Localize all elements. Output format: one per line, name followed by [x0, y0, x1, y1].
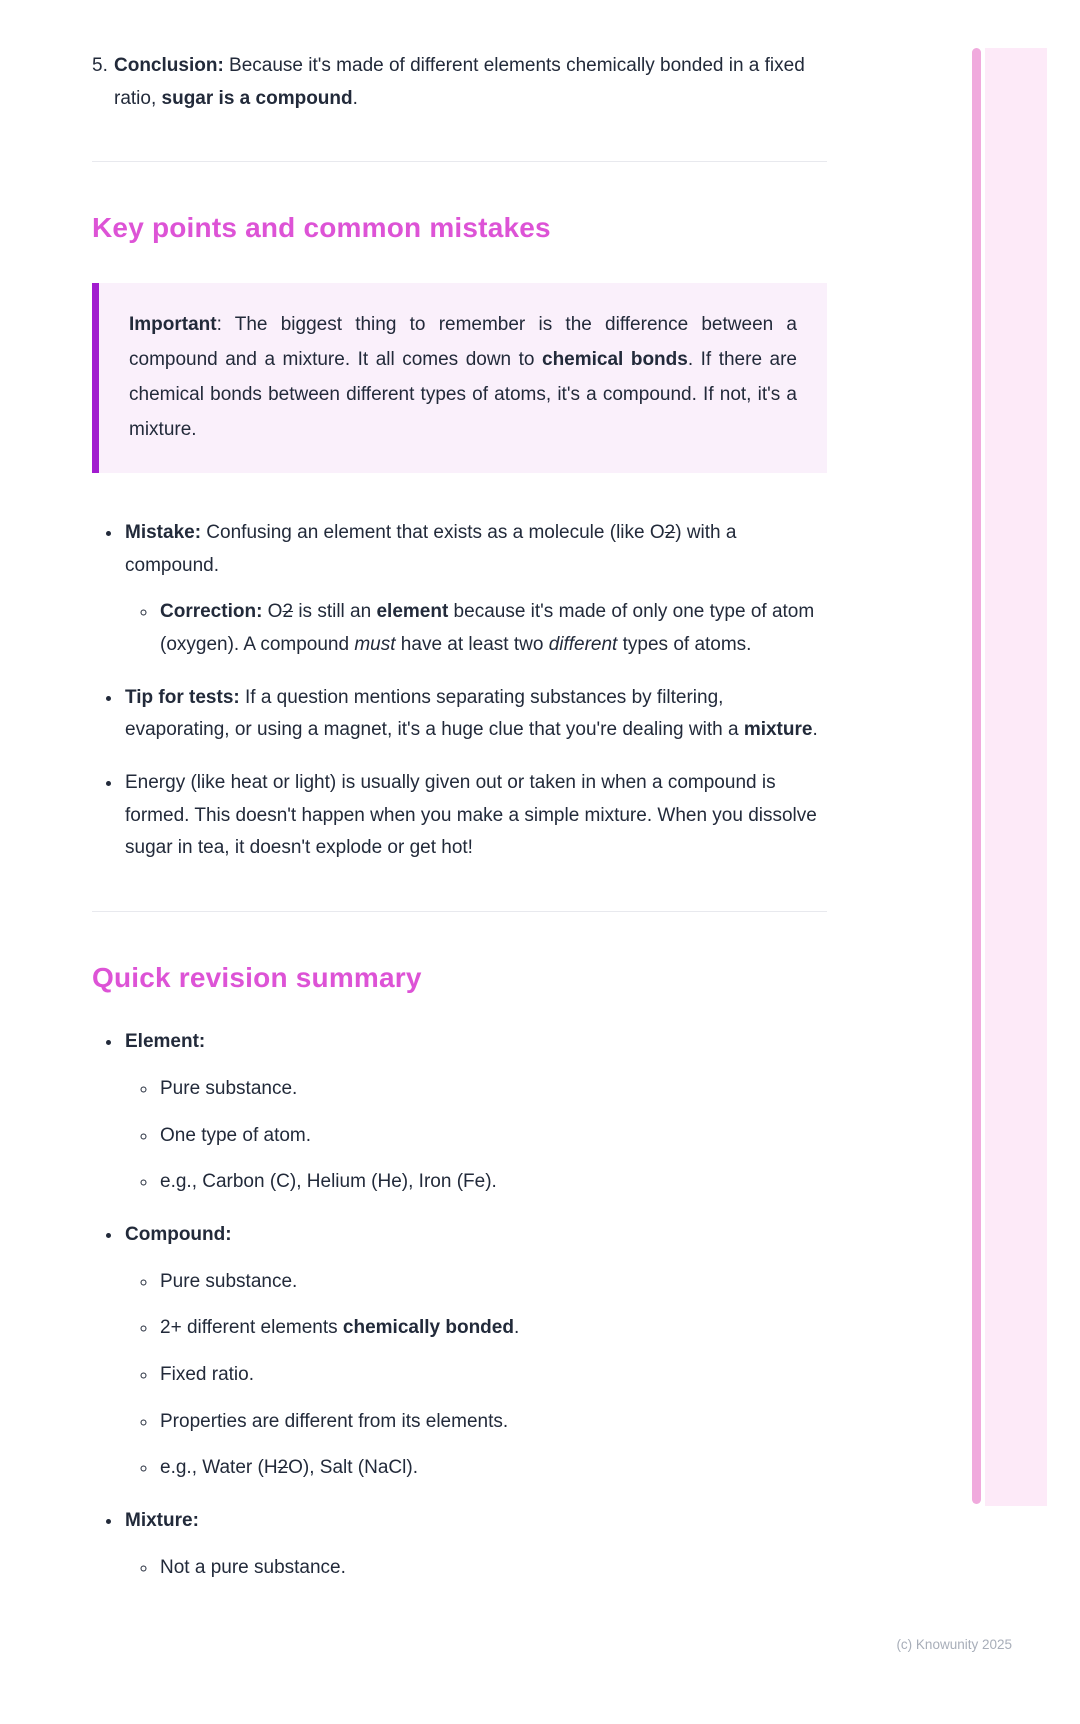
section-title-key-points: Key points and common mistakes	[92, 212, 551, 244]
sub-list-item	[158, 1073, 827, 1106]
text-segment: types of atoms.	[617, 634, 752, 656]
text-segment: element	[376, 601, 449, 623]
list-item	[123, 517, 827, 662]
sub-list-item	[158, 1552, 827, 1585]
text-segment: : The biggest thing to remember is the difference between a compound and a mixture. It all comes down to	[129, 313, 797, 370]
text-segment: Element:	[125, 1031, 206, 1053]
text-segment: . If there are chemical bonds between different types of atoms, it's a compound. If not, it's a mixture.	[129, 348, 797, 440]
text-segment: Pure substance.	[160, 1077, 298, 1099]
text-segment: Mixture:	[125, 1509, 199, 1531]
text-segment: Energy (like heat or light) is usually given out or taken in when a compound is formed. This doesn't happen when you make a simple mixture. When you dissolve sugar in tea, it doesn't explode or get hot!	[125, 772, 817, 859]
text-segment: .	[513, 1317, 520, 1339]
text-segment: Correction:	[160, 601, 263, 623]
list-item	[123, 1026, 827, 1199]
text-segment: .	[352, 87, 358, 109]
list-item	[123, 767, 827, 865]
list-item	[123, 682, 827, 747]
sub-list-item	[158, 1452, 827, 1485]
section-divider	[92, 161, 827, 162]
text-segment: 2+ different elements	[160, 1317, 343, 1339]
scrollbar-track	[985, 48, 1047, 1506]
text-segment: Important	[129, 313, 217, 335]
copyright-watermark: (c) Knowunity 2025	[896, 1637, 1012, 1653]
list-item	[123, 1505, 827, 1584]
sub-list-item	[158, 1120, 827, 1153]
text-segment: Conclusion:	[114, 55, 224, 76]
text-segment: 2	[282, 601, 294, 623]
sub-list-item	[158, 1359, 827, 1392]
text-segment: chemically bonded	[342, 1317, 514, 1339]
text-segment: Fixed ratio.	[160, 1363, 254, 1385]
text-segment: e.g., Carbon (C), Helium (He), Iron (Fe).	[160, 1171, 497, 1193]
text-segment: different	[548, 634, 618, 656]
scrollbar-thumb[interactable]	[972, 48, 981, 1504]
text-segment: 2	[664, 522, 676, 544]
text-segment: Properties are different from its elements.	[160, 1410, 509, 1432]
list-item	[123, 1219, 827, 1485]
sub-list-item	[158, 1312, 827, 1345]
sub-list	[125, 1552, 827, 1585]
sub-list	[125, 1266, 827, 1485]
section-divider	[92, 911, 827, 912]
text-segment: because it's made of only one type of atom (oxygen). A compound	[160, 601, 815, 656]
text-segment: Pure substance.	[160, 1270, 298, 1292]
text-segment: Because it's made of different elements chemically bonded in a fixed ratio,	[114, 55, 805, 109]
key-points-list	[92, 517, 827, 865]
text-segment: mixture	[743, 719, 813, 741]
sub-list	[125, 596, 827, 661]
text-segment: 2	[277, 1457, 289, 1479]
text-segment: Confusing an element that exists as a molecule (like O	[201, 522, 665, 544]
revision-summary-list	[92, 1026, 827, 1584]
list-item-text	[114, 50, 827, 115]
section-title-revision-summary: Quick revision summary	[92, 962, 422, 994]
sub-list-item	[158, 1406, 827, 1439]
important-callout	[92, 283, 827, 474]
text-segment: If a question mentions separating substances by filtering, evaporating, or using a magnet, it's a huge clue that you're dealing with a	[125, 686, 744, 741]
text-segment: .	[812, 719, 818, 741]
text-segment: e.g., Water (H	[160, 1457, 278, 1479]
text-segment: Not a pure substance.	[160, 1556, 346, 1578]
text-segment: Compound:	[125, 1223, 232, 1245]
sub-list-item	[158, 1166, 827, 1199]
text-segment: ) with a compound.	[125, 522, 737, 576]
text-segment: is still an	[293, 601, 377, 623]
text-segment: must	[354, 634, 396, 656]
sub-list-item	[158, 596, 827, 661]
text-segment: O	[262, 601, 283, 623]
text-segment: O), Salt (NaCl).	[288, 1457, 418, 1479]
sub-list	[125, 1073, 827, 1199]
text-segment: have at least two	[395, 634, 549, 656]
text-segment: Tip for tests:	[125, 686, 240, 708]
text-segment: chemical bonds	[542, 348, 688, 370]
text-segment: One type of atom.	[160, 1124, 312, 1146]
sub-list-item	[158, 1266, 827, 1299]
text-segment: Mistake:	[125, 522, 202, 544]
text-segment: sugar is a compound	[161, 87, 353, 109]
numbered-list-item-5	[92, 50, 827, 115]
list-number: 5.	[92, 55, 108, 76]
